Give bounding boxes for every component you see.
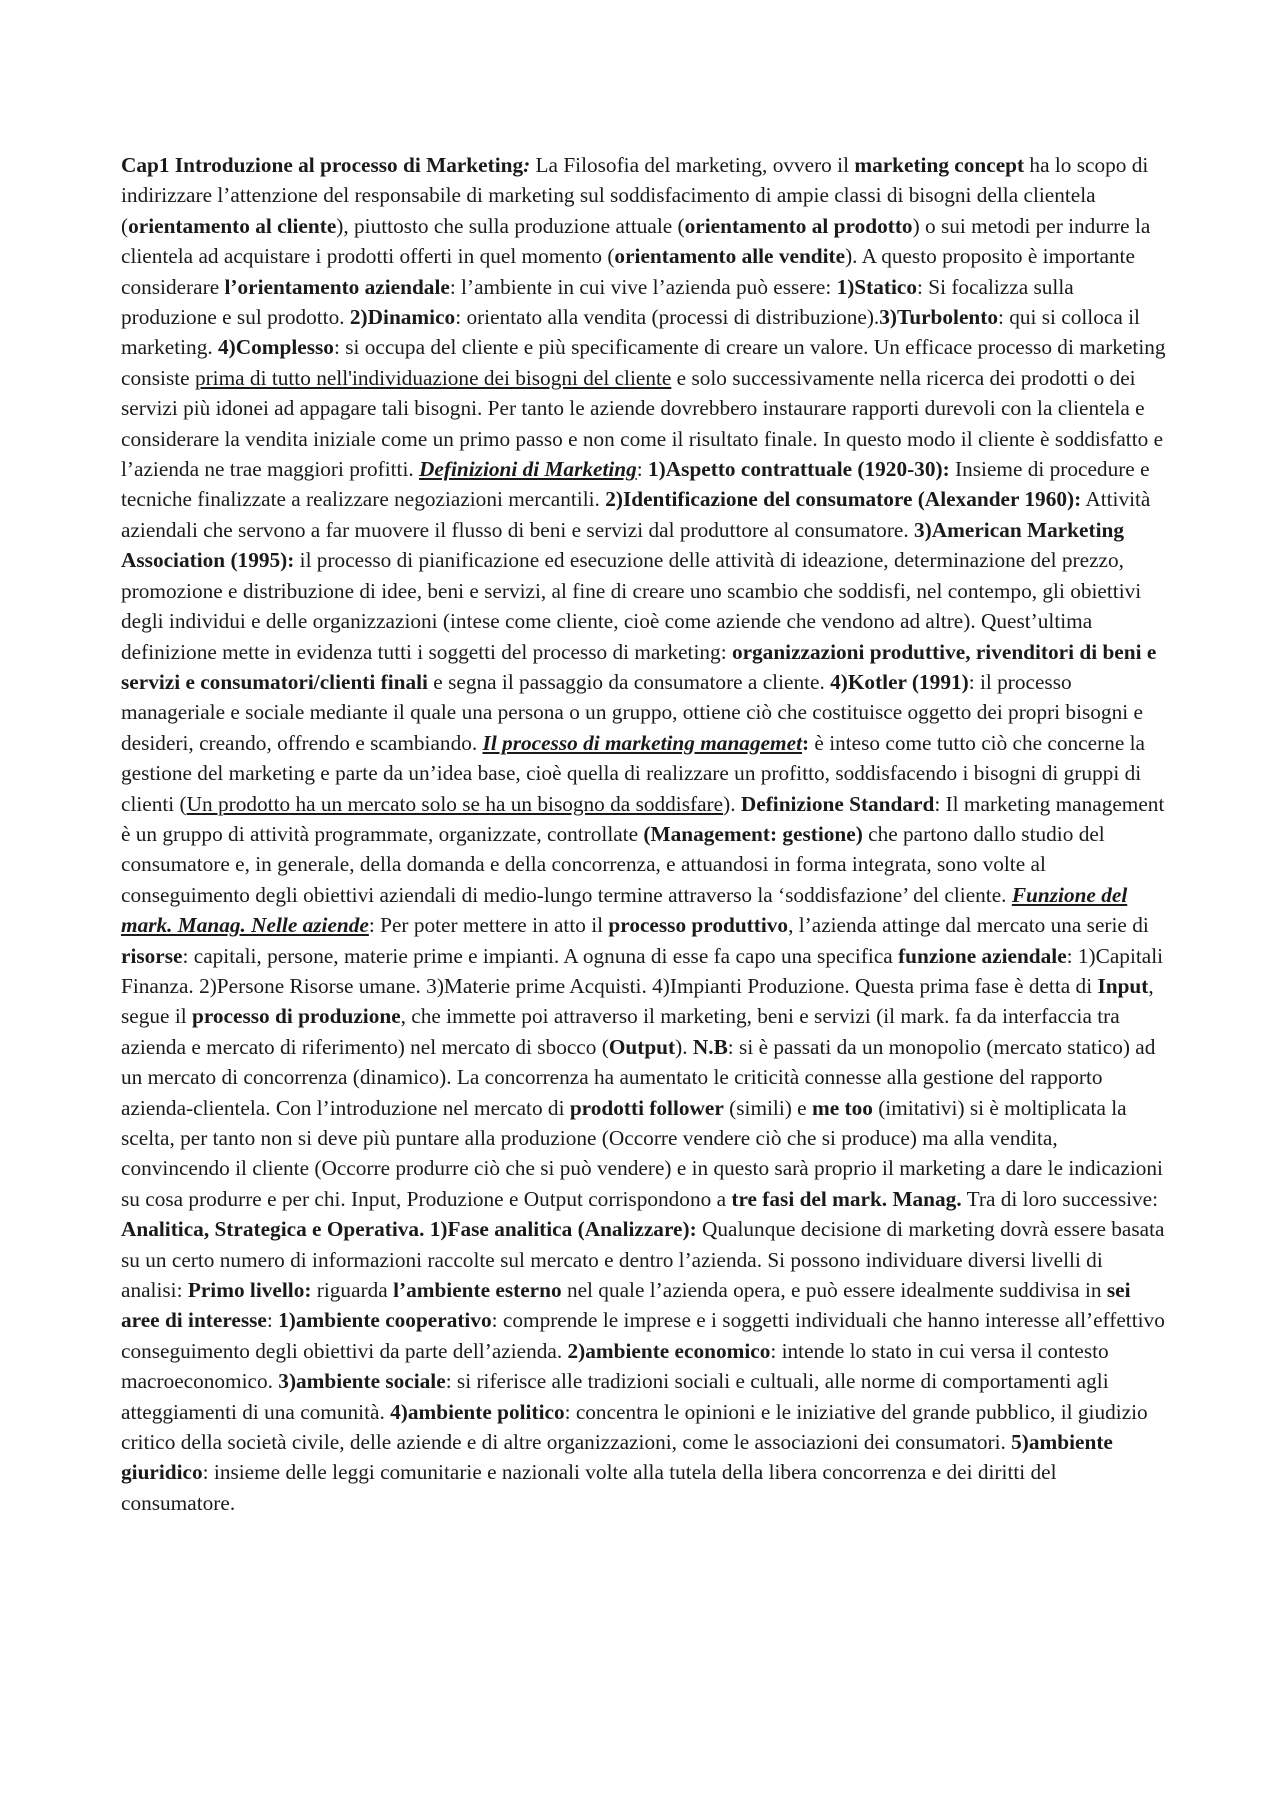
text-run: Primo livello: xyxy=(187,1278,312,1303)
text-run: e segna il passaggio da consumatore a cliente. xyxy=(427,669,831,694)
text-run: Qualunque decisione di marketing dovrà essere basata su un certo numero di informazioni raccolte sul mercato e dentro l’azienda. Si possono individuare diversi livelli di analisi: xyxy=(121,1217,1165,1303)
text-run: tre fasi del mark. Manag. xyxy=(731,1186,962,1211)
text-run: me too xyxy=(811,1095,873,1120)
text-run: : insieme delle leggi comunitarie e nazionali volte alla tutela della libera concorrenza e dei diritti del consumatore. xyxy=(121,1460,1057,1515)
text-run: orientamento alle vendite xyxy=(614,244,846,269)
text-run: : si riferisce alle tradizioni sociali e cultuali, alle norme di comportamenti agli atteggiamenti di una comunità. xyxy=(121,1369,1109,1424)
text-run: è inteso come tutto ciò che concerne la gestione del marketing e parte da un’idea base, cioè quella di realizzare un profitto, soddisfacendo i bisogni di gruppi di clienti ( xyxy=(121,730,1145,816)
text-run: (imitativi) si è moltiplicata la scelta, per tanto non si deve più puntare alla produzione (Occorre vendere ciò che si produce) ma alla vendita, convincendo il cliente (Occorre produrre ciò che si può vendere) e in questo sarà proprio il marketing a dare le indicazioni su cosa produrre e per chi. Input, Produzione e Output corrispondono a xyxy=(121,1095,1163,1211)
text-run: : intende lo stato in cui versa il contesto macroeconomico. xyxy=(121,1338,1109,1394)
text-run: nel quale l’azienda opera, e può essere idealmente suddivisa in xyxy=(561,1278,1107,1303)
text-run: 3)American Marketing Association (1995): xyxy=(121,517,1124,573)
text-run: 3)ambiente sociale xyxy=(278,1369,446,1394)
text-run: : qui si colloca il marketing. xyxy=(121,305,1140,360)
text-run: 4)Complesso xyxy=(218,335,334,360)
text-run: Analitica, Strategica e Operativa. 1)Fase analitica (Analizzare): xyxy=(121,1217,697,1242)
text-run: Cap1 Introduzione al processo di Marketing xyxy=(121,153,524,177)
text-run: e solo successivamente nella ricerca dei prodotti o dei servizi più idonei ad appagare tali bisogni. Per tanto le aziende dovrebbero instaurare rapporti durevoli con la clientela e considerare la vendita iniziale come un primo passo e non come il risultato finale. In questo modo il cliente è soddisfatto e l’azienda ne trae maggiori profitti. xyxy=(121,365,1164,482)
text-run: prima di tutto nell'individuazione dei bisogni del cliente xyxy=(194,365,672,390)
text-run: 1)Statico xyxy=(836,274,917,299)
text-run: 2)ambiente economico xyxy=(567,1338,771,1363)
text-run: : xyxy=(636,457,649,482)
text-run: che partono dallo studio del consumatore e, in generale, della domanda e della concorrenza, e attuandosi in forma integrata, sono volte al conseguimento degli obiettivi aziendali di medio-lungo termine attraverso la ‘soddisfazione’ del cliente. xyxy=(121,821,1105,907)
text-run: l’ambiente esterno xyxy=(393,1278,562,1303)
text-run: organizzazioni produttive, rivenditori di beni e servizi e consumatori/clienti finali xyxy=(121,639,1157,694)
text-run: : capitali, persone, materie prime e impianti. A ognuna di esse fa capo una specifica xyxy=(182,943,899,968)
text-run: : il processo manageriale e sociale mediante il quale una persona o un gruppo, ottiene ciò che costituisce oggetto dei propri bisogni e desideri, creando, offrendo e scambiando. xyxy=(121,669,1143,755)
text-run: sei aree di interesse xyxy=(121,1278,1131,1333)
text-run: : si occupa del cliente e più specificamente di creare un valore. Un efficace processo di marketing consiste xyxy=(121,335,1166,390)
text-run: risorse xyxy=(121,943,183,968)
text-run: marketing concept xyxy=(854,153,1025,177)
text-run: Attività aziendali che servono a far muovere il flusso di beni e servizi dal produttore al consumatore. xyxy=(121,487,1151,542)
text-run: 4)ambiente politico xyxy=(390,1399,565,1424)
text-run: : xyxy=(523,153,531,177)
text-run: ). xyxy=(675,1034,693,1059)
text-run: funzione aziendale xyxy=(898,943,1067,968)
text-run: Output xyxy=(608,1034,676,1059)
text-run: Definizione Standard xyxy=(740,791,935,816)
text-run: Input xyxy=(1097,973,1149,998)
text-run: Funzione del mark. Manag. Nelle aziende xyxy=(121,882,1128,938)
text-run: N.B xyxy=(692,1034,728,1059)
body-paragraph xyxy=(121,150,1167,1518)
text-run: ). A questo proposito è importante considerare xyxy=(121,244,1135,299)
text-run: Il processo di marketing managemet xyxy=(482,730,802,755)
text-run: l’orientamento aziendale xyxy=(224,274,450,299)
text-run: 3)Turbolento xyxy=(879,305,998,330)
text-run: 2)Identificazione del consumatore (Alexander 1960): xyxy=(605,487,1082,512)
text-run: orientamento al cliente xyxy=(128,213,337,238)
text-run: : Si focalizza sulla produzione e sul prodotto. xyxy=(121,274,1074,330)
text-run: ha lo scopo di indirizzare l’attenzione del responsabile di marketing sul soddisfacimento di ampie classi di bisogni della clientela ( xyxy=(121,153,1149,238)
text-run: il processo di pianificazione ed esecuzione delle attività di ideazione, determinazione del prezzo, promozione e distribuzione di idee, beni e servizi, al fine di creare uno scambio che soddisfi, nel contempo, gli obiettivi degli individui e delle organizzazioni (intese come cliente, cioè come aziende che vendono ad altre). Quest’ultima definizione mette in evidenza tutti i soggetti del processo di marketing: xyxy=(121,548,1142,664)
text-run: (Management: gestione) xyxy=(643,821,863,846)
text-run: , segue il xyxy=(121,973,1154,1029)
text-run: ), piuttosto che sulla produzione attuale ( xyxy=(336,213,685,238)
text-run: : concentra le opinioni e le iniziative del grande pubblico, il giudizio critico della società civile, delle aziende e di altre organizzazioni, come le associazioni dei consumatori. xyxy=(121,1399,1148,1455)
text-run: : 1)Capitali Finanza. 2)Persone Risorse umane. 3)Materie prime Acquisti. 4)Impianti Produzione. Questa prima fase è detta di xyxy=(121,943,1164,998)
text-run: processo di produzione xyxy=(191,1004,401,1029)
text-run: 1)Aspetto contrattuale (1920-30): xyxy=(648,457,950,482)
text-run: : comprende le imprese e i soggetti individuali che hanno interesse all’effettivo conseguimento degli obiettivi da parte dell’azienda. xyxy=(121,1308,1165,1363)
text-run: Un prodotto ha un mercato solo se ha un bisogno da soddisfare xyxy=(186,791,724,816)
text-run: , che immette poi attraverso il marketing, beni e servizi (il mark. fa da interfaccia tra azienda e mercato di riferimento) nel mercato di sbocco ( xyxy=(121,1004,1120,1059)
text-run: : Per poter mettere in atto il xyxy=(368,913,609,938)
text-run: riguarda xyxy=(311,1278,394,1303)
text-run: ) o sui metodi per indurre la clientela ad acquistare i prodotti offerti in quel momento ( xyxy=(121,213,1151,269)
document-page xyxy=(121,150,1167,1518)
text-run: Insieme di procedure e tecniche finalizzate a realizzare negoziazioni mercantili. xyxy=(121,457,1150,512)
text-run: prodotti follower xyxy=(569,1095,724,1120)
text-run: Definizioni di Marketing xyxy=(419,457,637,482)
text-run: , l’azienda attinge dal mercato una serie di xyxy=(788,913,1149,938)
text-run: Tra di loro successive: xyxy=(961,1186,1159,1211)
text-run: : l’ambiente in cui vive l’azienda può essere: xyxy=(449,274,837,299)
text-run: : xyxy=(266,1308,279,1333)
text-run: : xyxy=(802,730,810,755)
text-run: (simili) e xyxy=(723,1095,812,1120)
text-run: La Filosofia del marketing, ovvero il xyxy=(530,153,855,177)
text-run: processo produttivo xyxy=(608,913,789,938)
text-run: : orientato alla vendita (processi di distribuzione). xyxy=(455,305,880,330)
text-run: 4)Kotler (1991) xyxy=(830,669,969,694)
text-run: 5)ambiente giuridico xyxy=(121,1430,1113,1485)
text-run: 2)Dinamico xyxy=(349,305,456,330)
text-run: : si è passati da un monopolio (mercato statico) ad un mercato di concorrenza (dinamico). La concorrenza ha aumentato le criticità connesse alla gestione del rapporto azienda-clientela. Con l’introduzione nel mercato di xyxy=(121,1034,1156,1120)
text-run: orientamento al prodotto xyxy=(684,213,913,238)
text-run: 1)ambiente cooperativo xyxy=(278,1308,492,1333)
text-run: ). xyxy=(723,791,741,816)
text-run: : Il marketing management è un gruppo di attività programmate, organizzate, controllate xyxy=(121,791,1165,846)
